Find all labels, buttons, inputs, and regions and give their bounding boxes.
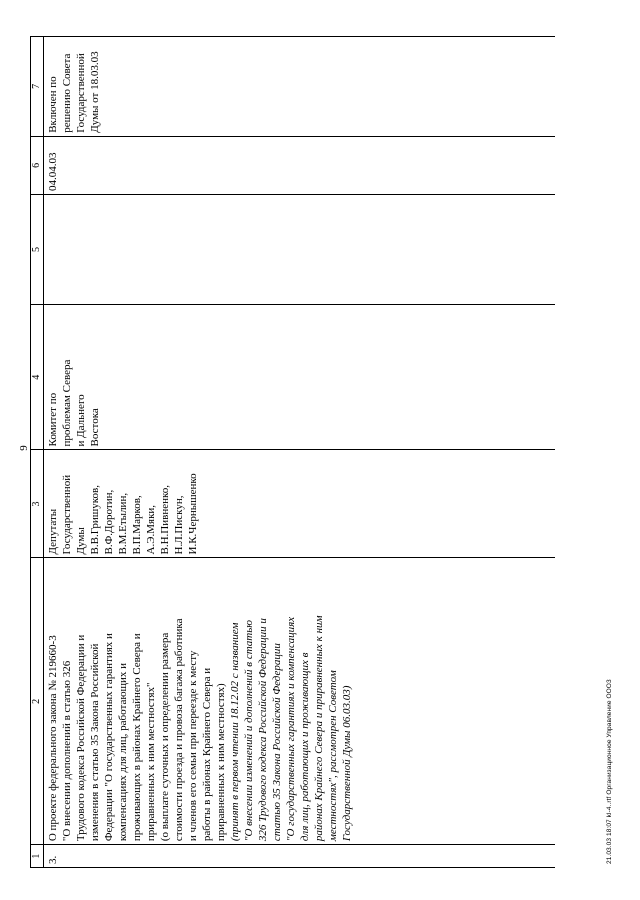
text-line: О проекте федерального закона № 219660-3	[47, 635, 59, 842]
text-line: и Дальнего	[75, 394, 87, 447]
text-line: В.В.Гришуков,	[89, 485, 101, 555]
column-5-cell	[44, 194, 555, 304]
text-line: изменения в статью 35 Закона Российской	[89, 643, 101, 842]
text-line: В.Ф.Доротин,	[103, 489, 115, 555]
text-line: Федерации "О государственных гарантиях и	[103, 633, 115, 842]
date-cell	[44, 136, 555, 194]
row-number-cell	[44, 845, 555, 868]
text-line: районах Крайнего Севера и приравненных к ним	[313, 615, 325, 842]
text-line: А.Э.Мяки,	[145, 504, 157, 555]
column-number: 4	[31, 305, 44, 450]
text-line: И.К.Чернышенко	[187, 473, 199, 555]
column-number: 1	[31, 845, 44, 868]
text-line: Думы	[75, 527, 87, 555]
text-line: (о выплате суточных и определении размера	[159, 632, 171, 842]
text-line: 326 Трудового кодекса Российской Федерации и	[257, 618, 269, 842]
text-line: Депутаты	[47, 508, 59, 555]
authors-cell	[44, 450, 555, 558]
text-line: Комитет по	[47, 392, 59, 447]
text-line: Государственной Думы 06.03.03)	[341, 685, 353, 842]
text-line: работы в районах Крайнего Севера и	[201, 667, 213, 842]
text-line: приравненных к ним местностях"	[145, 682, 157, 842]
responsible-committee	[46, 308, 102, 446]
text-line: компенсациях для лиц, работающих и	[117, 662, 129, 842]
rotated-document-sheet	[18, 18, 618, 878]
page-number: 9	[18, 445, 30, 451]
text-line: Государственной	[75, 53, 87, 133]
column-number: 7	[31, 37, 44, 137]
text-line: "О государственных гарантиях и компенсациях	[285, 616, 297, 842]
text-line: проблемам Севера	[61, 359, 73, 447]
text-line: "О внесении дополнений в статью 326	[61, 660, 73, 842]
consideration-date: 04.04.03	[47, 152, 59, 191]
bill-title-cell	[44, 558, 555, 845]
inclusion-status	[46, 40, 102, 133]
text-line: (принят в первом чтении 18.12.02 с названием	[229, 622, 241, 842]
bill-authors	[46, 453, 200, 554]
committee-cell	[44, 305, 555, 450]
text-line: Государственной	[61, 474, 73, 555]
document-footer: 21.03.03 18:07 kl-4..rtf Организационное Управление ООО3	[606, 679, 613, 864]
bill-title	[46, 561, 228, 841]
bill-note	[228, 561, 354, 841]
status-cell	[44, 37, 555, 137]
text-line: В.Н.Пивненко,	[159, 484, 171, 555]
text-line: приравненных к ним местностях)	[215, 683, 227, 842]
text-line: стоимости проезда и провоза багажа работника	[173, 618, 185, 842]
row-number: 3.	[47, 855, 59, 864]
text-line: "О внесении изменений и дополнений в статью	[243, 620, 255, 842]
column-number-row	[31, 37, 44, 868]
text-line: В.П.Марков,	[131, 495, 143, 555]
text-line: для лиц, работающих и проживающих в	[299, 652, 311, 842]
column-number: 5	[31, 194, 44, 304]
text-line: проживающих в районах Крайнего Севера и	[131, 633, 143, 842]
table-row	[44, 37, 555, 868]
column-number: 2	[31, 558, 44, 845]
text-line: местностях", рассмотрен Советом	[327, 670, 339, 842]
text-line: Трудового кодекса Российской Федерации и	[75, 634, 87, 842]
text-line: В.М.Етылин,	[117, 492, 129, 555]
column-number: 3	[31, 450, 44, 558]
text-line: Включен по	[47, 76, 59, 133]
bills-table	[30, 36, 555, 868]
text-line: статью 35 Закона Российской Федерации	[271, 643, 283, 842]
text-line: решению Совета	[61, 53, 73, 133]
text-line: Востока	[89, 408, 101, 447]
text-line: Думы от 18.03.03	[89, 51, 101, 133]
text-line: Н.Л.Пискун,	[173, 495, 185, 555]
text-line: и членов его семьи при переезде к месту	[187, 650, 199, 842]
column-number: 6	[31, 136, 44, 194]
